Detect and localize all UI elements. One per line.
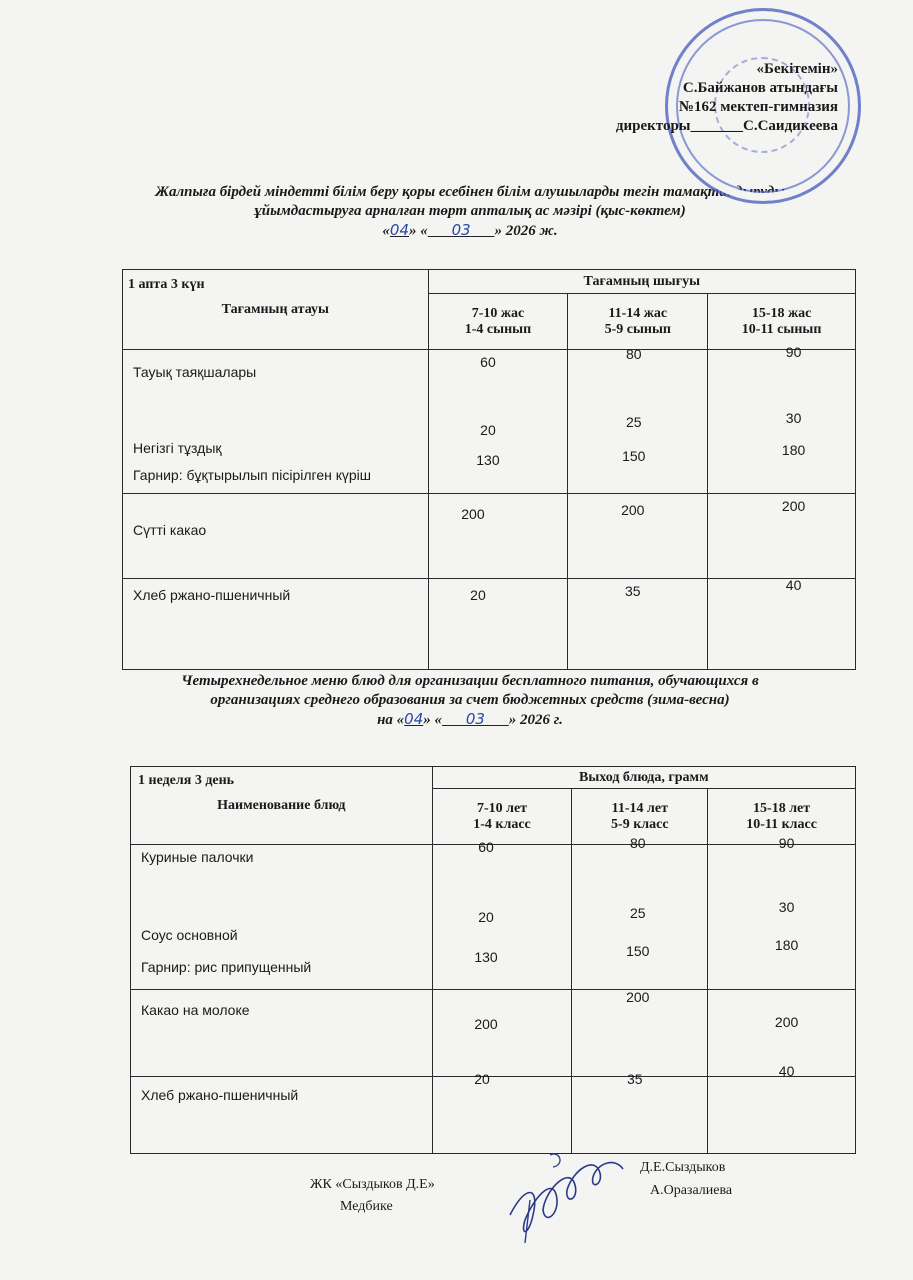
kz-dish-garnish-rice: Гарнир: бұқтырылып пісірілген күріш (133, 467, 371, 483)
ru-value: 150 (626, 943, 650, 959)
kz-date-day-handwritten: 04 (389, 221, 409, 239)
kz-value: 200 (781, 498, 806, 514)
ru-row3-col3 (708, 1063, 856, 1154)
kz-row1-names (123, 350, 429, 494)
ru-row1-col1 (432, 839, 572, 990)
kz-row-bread (123, 579, 856, 670)
ru-document-title (110, 672, 830, 730)
kz-dish-main-sauce: Негізгі тұздық (133, 440, 222, 456)
kz-header-dish-name: Тағамның атауы (123, 270, 429, 350)
kz-row1-col3 (708, 344, 856, 494)
handwritten-signature (495, 1145, 645, 1245)
kz-title-date (110, 221, 830, 241)
kz-value: 90 (785, 344, 802, 360)
ru-dish-main-sauce: Соус основной (141, 927, 238, 943)
kz-col3-age: 15-18 жас (751, 305, 812, 321)
ru-value: 90 (778, 835, 795, 851)
ru-value: 30 (778, 899, 795, 915)
kz-dish-bread: Хлеб ржано-пшеничный (133, 587, 291, 603)
kz-row2-col1 (428, 494, 568, 579)
kz-value: 200 (461, 506, 485, 522)
kz-header-age-15-18 (708, 294, 856, 350)
kz-row2-col2 (568, 494, 708, 579)
ru-date-mid: » « (423, 712, 443, 728)
ru-row2-names (131, 990, 433, 1077)
kz-row1-col2 (568, 346, 708, 494)
kz-row3-col2 (568, 579, 708, 670)
ru-title-line-2: организациях среднего образования за счет бюджетных средств (зима-весна) (210, 692, 730, 708)
ru-col3-age: 15-18 лет (753, 800, 811, 816)
kz-value: 150 (622, 448, 646, 464)
ru-date-close: » 2026 г. (508, 712, 563, 728)
kz-col1-age: 7-10 жас (471, 305, 525, 321)
kz-value: 20 (480, 422, 496, 438)
ru-header-age-7-10 (432, 789, 572, 845)
kz-col1-grade: 1-4 сынып (464, 321, 532, 337)
ru-row3-col2 (572, 1071, 708, 1154)
kz-value: 180 (781, 442, 806, 458)
kz-row1-col1 (428, 350, 568, 494)
kz-value: 200 (621, 502, 645, 518)
kz-header-age-11-14 (568, 294, 708, 350)
kz-title-line-2: ұйымдастыруға арналған төрт апталық ас мәзірі (қыс-көктем) (254, 203, 686, 219)
ru-row2-col2 (572, 990, 708, 1077)
ru-col2-age: 11-14 лет (611, 800, 668, 816)
ru-header-output: Выход блюда, грамм (432, 767, 855, 789)
kz-date-mid: » « (409, 223, 428, 239)
kz-date-month-handwritten (428, 221, 495, 239)
ru-row1-names (131, 845, 433, 990)
ru-title-line-1: Четырехнедельное меню блюд для организации бесплатного питания, обучающихся в (181, 673, 759, 689)
ru-value: 60 (478, 839, 494, 855)
ru-row-main-course (131, 845, 856, 990)
ru-date-open: на « (377, 712, 405, 728)
footer-left-line-1: ЖК «Сыздыков Д.Е» (310, 1177, 435, 1192)
ru-col1-grade: 1-4 класс (473, 816, 531, 832)
ru-value: 200 (626, 989, 650, 1005)
kz-value: 20 (470, 587, 486, 603)
kz-menu-table (122, 269, 856, 670)
kz-row3-names (123, 579, 429, 670)
ru-date-day-handwritten: 04 (404, 710, 424, 728)
ru-dish-garnish-rice: Гарнир: рис припущенный (141, 959, 312, 975)
ru-table-caption: 1 неделя 3 день (138, 773, 235, 788)
ru-value: 35 (627, 1071, 643, 1087)
ru-row1-col2 (572, 835, 708, 990)
kz-table-caption: 1 апта 3 күн (128, 277, 205, 292)
ru-menu-table (130, 766, 856, 1154)
footer-right-line-2: А.Оразалиева (650, 1183, 733, 1198)
approval-heading: «Бекітемін» (756, 61, 838, 77)
kz-value: 60 (480, 354, 496, 370)
ru-row-bread (131, 1077, 856, 1154)
approval-block (616, 60, 838, 136)
ru-value: 200 (474, 1016, 498, 1032)
ru-value: 20 (474, 1071, 490, 1087)
ru-col3-grade: 10-11 класс (746, 816, 817, 832)
ru-row3-col1 (432, 1071, 572, 1154)
ru-value: 180 (774, 937, 799, 953)
kz-date-month: 03 (451, 221, 471, 239)
kz-col2-age: 11-14 жас (608, 305, 668, 321)
kz-dish-milk-cocoa: Сүтті какао (133, 522, 207, 538)
ru-date-month: 03 (465, 710, 485, 728)
kz-row-drink (123, 494, 856, 579)
ru-title-date (110, 710, 830, 730)
ru-col2-grade: 5-9 класс (611, 816, 669, 832)
ru-value: 25 (630, 905, 646, 921)
ru-value: 20 (478, 909, 494, 925)
kz-header-output: Тағамның шығуы (428, 270, 855, 294)
kz-value: 30 (785, 410, 802, 426)
ru-dish-chicken-sticks: Куриные палочки (141, 849, 254, 865)
ru-dish-bread: Хлеб ржано-пшеничный (141, 1087, 299, 1103)
ru-date-month-handwritten (442, 710, 509, 728)
ru-row2-col1 (432, 990, 572, 1077)
kz-value: 35 (624, 583, 641, 599)
kz-date-close: » 2026 ж. (494, 223, 558, 239)
ru-value: 200 (774, 1014, 799, 1030)
kz-value: 40 (785, 577, 802, 593)
approval-director-signature-line: директоры_______С.Саидикеева (615, 118, 838, 134)
kz-dish-chicken-sticks: Тауық таяқшалары (133, 364, 257, 380)
footer-left-line-2: Медбике (340, 1199, 393, 1214)
kz-col2-grade: 5-9 сынып (604, 321, 671, 337)
ru-dish-milk-cocoa: Какао на молоке (141, 1002, 250, 1018)
ru-row3-names (131, 1077, 433, 1154)
ru-value: 80 (630, 835, 646, 851)
kz-row-main-course (123, 350, 856, 494)
kz-col3-grade: 10-11 сынып (741, 321, 822, 337)
ru-header-dish-name: Наименование блюд (131, 767, 433, 845)
footer-right-line-1: Д.Е.Сыздыков (640, 1160, 726, 1175)
kz-value: 80 (625, 346, 642, 362)
kz-row2-col3 (708, 494, 856, 579)
kz-date-open: « (382, 223, 390, 239)
kz-row3-col1 (428, 579, 568, 670)
kz-title-line-1: Жалпыға бірдей міндетті білім беру қоры есебінен білім алушыларды тегін тамақтандыруды (155, 184, 785, 200)
approval-school-number: №162 мектеп-гимназия (678, 99, 838, 115)
ru-row1-col3 (708, 835, 856, 990)
approval-school-name: С.Байжанов атындағы (682, 80, 838, 96)
kz-header-age-7-10 (428, 294, 568, 350)
kz-value: 130 (476, 452, 500, 468)
kz-value: 25 (625, 414, 642, 430)
ru-value: 130 (474, 949, 498, 965)
kz-row3-col3 (708, 579, 856, 670)
ru-col1-age: 7-10 лет (476, 800, 528, 816)
ru-value: 40 (778, 1063, 795, 1079)
